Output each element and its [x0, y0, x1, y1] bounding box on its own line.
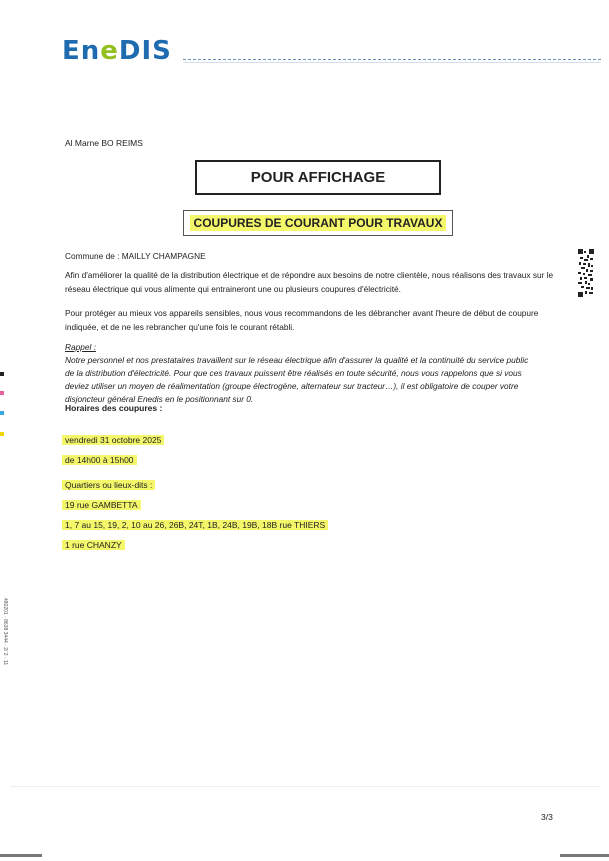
page-title: POUR AFFICHAGE — [250, 169, 386, 186]
footer-rule — [10, 786, 600, 787]
paragraph-protection: Pour protéger au mieux vos appareils sensibles, nous vous recommandons de les débrancher avant l'heure de début de coupure indiquée, et de ne les rebrancher qu'une fois le courant rétabli. — [65, 308, 539, 332]
side-code: 480201 · 8638 3444 · 2/ 2 · 11 — [2, 598, 8, 666]
registration-mark-yellow — [0, 432, 4, 436]
quartier-item: 1, 7 au 15, 19, 2, 10 au 26, 26B, 24T, 1B, 24B, 19B, 18B rue THIERS — [62, 520, 328, 530]
corner-mark-left — [0, 854, 42, 857]
page-subtitle: COUPURES DE COURANT POUR TRAVAUX — [190, 215, 447, 231]
registration-mark-black — [0, 372, 4, 376]
horaires-title: Horaires des coupures : — [65, 403, 163, 413]
page-number: 3/3 — [541, 812, 553, 822]
recipient: Al Marne BO REIMS — [65, 138, 143, 148]
horaires-date: vendredi 31 octobre 2025 — [62, 435, 164, 445]
logo-text-part2: e — [100, 36, 119, 66]
quartier-item: 19 rue GAMBETTA — [62, 500, 141, 510]
corner-mark-right — [560, 854, 609, 857]
registration-mark-cyan — [0, 411, 4, 415]
logo-text-part1: En — [62, 36, 101, 66]
rappel-line: de la distribution d'électricité. Pour que ces travaux puissent être réalisés en toute sécurité, nous vous rappelons que si vous — [65, 368, 522, 378]
rappel-line: Notre personnel et nos prestataires travaillent sur le réseau électrique afin d'assurer la qualité et la continuité du service public — [65, 355, 529, 365]
header-rule — [183, 59, 601, 60]
horaires-block — [62, 430, 164, 468]
horaires-time: de 14h00 à 15h00 — [62, 455, 137, 465]
subtitle-box — [183, 210, 453, 236]
quartiers-title: Quartiers ou lieux-dits : — [62, 480, 155, 490]
header-rule-secondary — [183, 62, 601, 63]
rappel-text — [65, 354, 545, 406]
quartiers-block — [62, 475, 328, 553]
logo-text-part3: DIS — [118, 36, 172, 66]
qr-code-icon — [578, 249, 594, 297]
title-box — [195, 160, 441, 195]
commune: Commune de : MAILLY CHAMPAGNE — [65, 251, 206, 261]
rappel-line: disjoncteur général Enedis en le positionnant sur 0. — [65, 394, 254, 404]
paragraph-intro: Afin d'améliorer la qualité de la distribution électrique et de répondre aux besoins de notre clientèle, nous réalisons des travaux sur le réseau électrique qui vous alimente qui entraineront une ou plusieurs coupures d'électricité. — [65, 270, 554, 294]
registration-mark-magenta — [0, 391, 4, 395]
rappel-title: Rappel : — [65, 342, 96, 352]
quartier-item: 1 rue CHANZY — [62, 540, 125, 550]
enedis-logo — [62, 36, 172, 66]
rappel-line: deviez utiliser un moyen de réalimentation (groupe électrogène, alternateur sur tracteur…), il est obligatoire de couper votre — [65, 381, 519, 391]
